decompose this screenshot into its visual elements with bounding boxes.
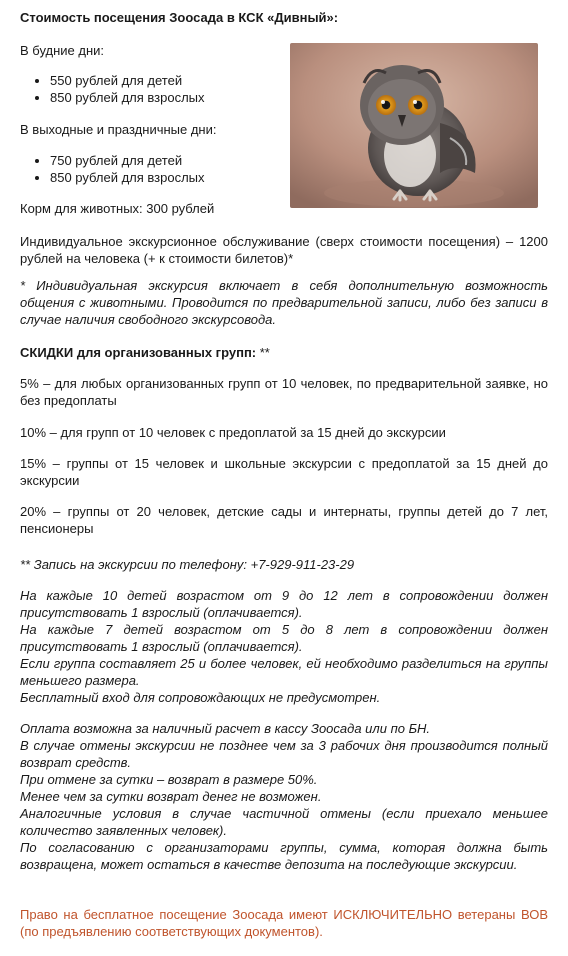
page-title: Стоимость посещения Зоосада в КСК «Дивный»: [20,10,339,25]
payment-item: При отмене за сутки – возврат в размере 50%. [20,772,318,787]
payment-item: В случае отмены экскурсии не позднее чем за 3 рабочих дня производится полный возврат средств. [20,738,548,770]
discount-item: 15% – группы от 15 человек и школьные экскурсии с предоплатой за 15 дней до экскурсии [20,456,548,488]
list-item: • 850 рублей для взрослых [50,89,205,106]
discount-item: 5% – для любых организованных групп от 10 человек, по предварительной заявке, но без предоплаты [20,376,548,408]
payment-item: По согласованию с организаторами группы, сумма, которая должна быть возвращена, может остаться в качестве депозита на последующие экскурсии. [20,840,548,872]
list-item: • 750 рублей для детей [50,152,205,169]
owl-photo [290,43,538,208]
discounts-heading [20,345,270,360]
payment-item: Оплата возможна за наличный расчет в кассу Зоосада или по БН. [20,721,431,736]
rule-item: Если группа составляет 25 и более человек, ей необходимо разделиться на группы меньшего размера. [20,656,548,688]
payment-terms [20,720,548,873]
weekdays-list [20,72,205,106]
rule-item: Бесплатный вход для сопровождающих не предусмотрен. [20,690,381,705]
discount-item: 10% – для групп от 10 человек с предоплатой за 15 дней до экскурсии [20,425,446,440]
payment-item: Менее чем за сутки возврат денег не возможен. [20,789,322,804]
owl-image [290,43,538,208]
rule-item: На каждые 7 детей возрастом от 5 до 8 лет в сопровождении должен присутствовать 1 взрослый (оплачивается). [20,622,548,654]
feed-price: Корм для животных: 300 рублей [20,201,215,216]
list-item: • 850 рублей для взрослых [50,169,205,186]
phone-note: ** Запись на экскурсии по телефону: +7-929-911-23-29 [20,557,355,572]
list-item: • 550 рублей для детей [50,72,205,89]
payment-item: Аналогичные условия в случае частичной отмены (если приехало меньшее количество заявленных человек). [20,806,548,838]
discounts-heading-suffix: ** [256,345,270,360]
veterans-notice: Право на бесплатное посещение Зоосада имеют ИСКЛЮЧИТЕЛЬНО ветераны ВОВ (по предъявлению соответствующих документов). [20,907,548,939]
individual-tour-price: Индивидуальное экскурсионное обслуживание (сверх стоимости посещения) – 1200 рублей на человека (+ к стоимости билетов)* [20,234,548,266]
individual-tour-note: * Индивидуальная экскурсия включает в себя дополнительную возможность общения с животными. Проводится по предварительной записи, либо без записи в случае наличия свободного экскурсовода. [20,278,548,327]
discount-item: 20% – группы от 20 человек, детские сады и интернаты, группы детей до 7 лет, пенсионеры [20,504,548,536]
weekdays-heading: В будние дни: [20,43,105,58]
discounts-heading-label: СКИДКИ для организованных групп: [20,345,257,360]
rule-item: На каждые 10 детей возрастом от 9 до 12 лет в сопровождении должен присутствовать 1 взрослый (оплачивается). [20,588,548,620]
weekends-heading: В выходные и праздничные дни: [20,122,217,137]
weekends-list [20,152,205,186]
group-rules [20,587,548,706]
